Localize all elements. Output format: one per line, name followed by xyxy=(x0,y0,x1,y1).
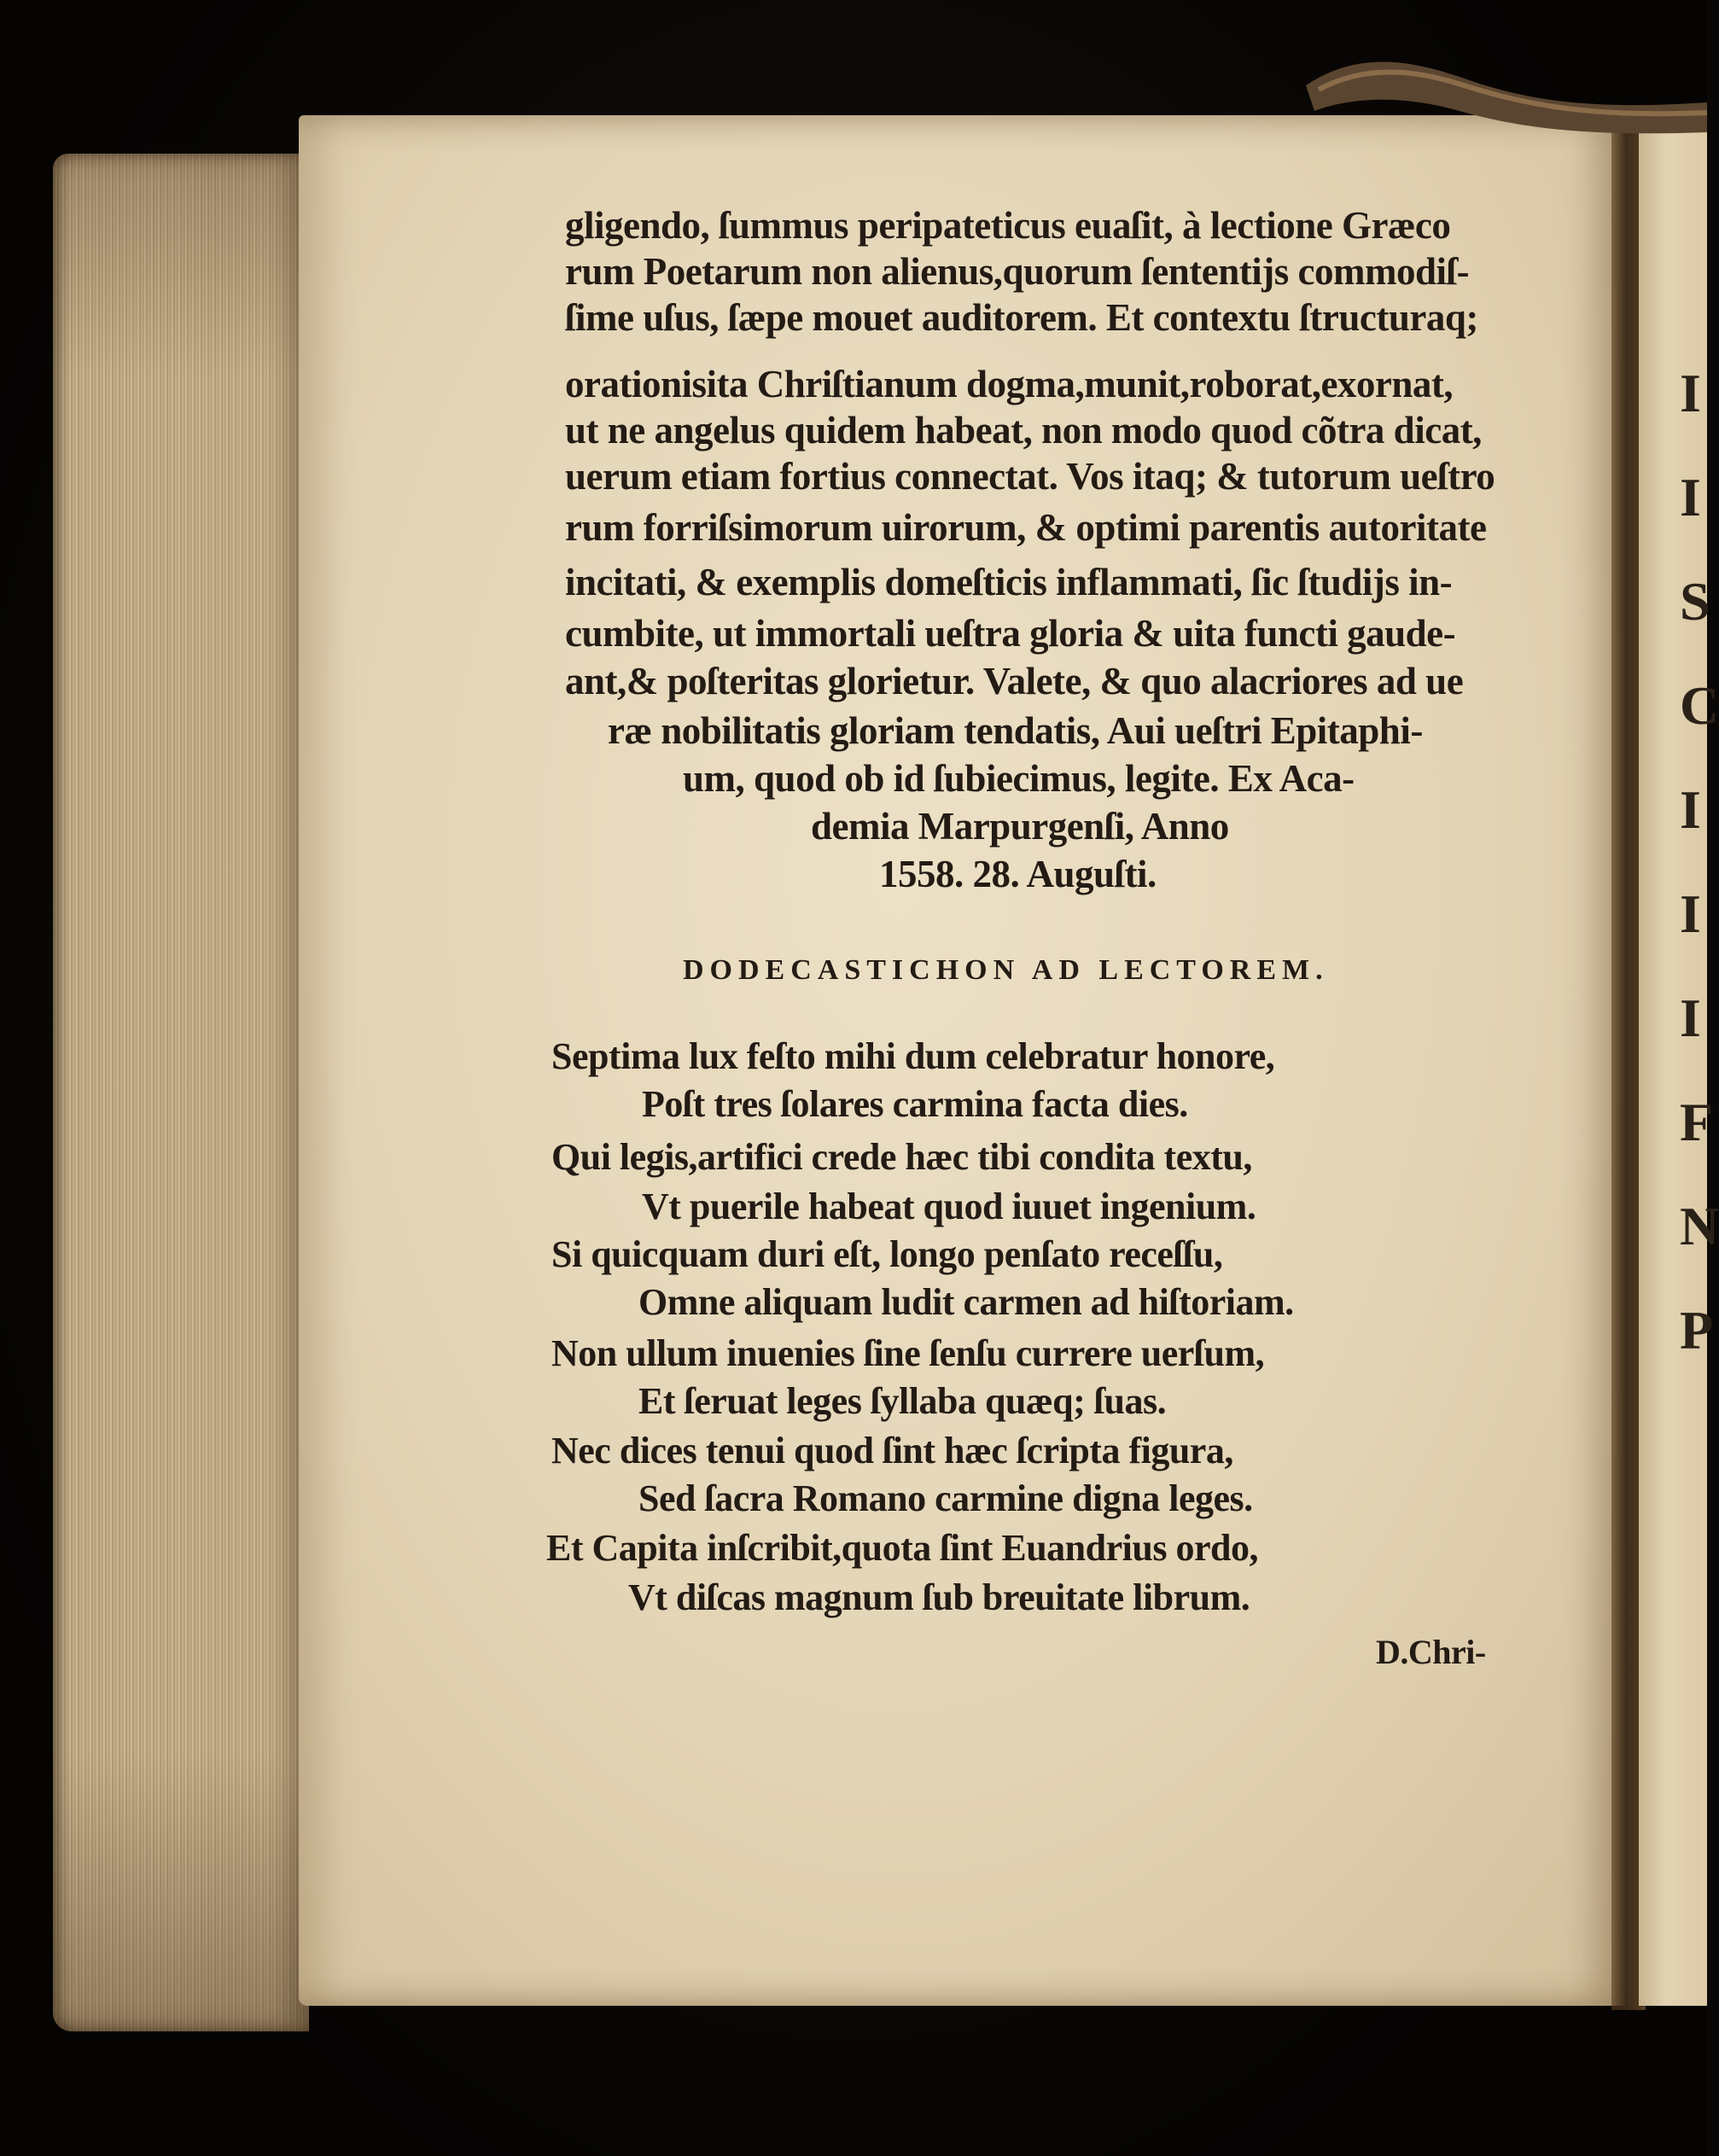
facing-letter: I xyxy=(1680,779,1701,840)
facing-letter: S xyxy=(1680,571,1710,632)
facing-letter: I xyxy=(1680,363,1701,423)
facing-letter: P xyxy=(1680,1300,1714,1361)
text-line: rum forriſsimorum uirorum, & optimi parentis autoritate xyxy=(565,506,1487,549)
text-line: demia Marpurgenſi, Anno xyxy=(811,805,1229,848)
text-line: cumbite, ut immortali ueſtra gloria & uita functi gaude- xyxy=(565,612,1456,655)
facing-letter: N xyxy=(1680,1196,1719,1256)
poem-line-hexameter: Et Capita inſcribit,quota ſint Euandrius ordo, xyxy=(546,1527,1258,1569)
text-line: orationisita Chriſtianum dogma,munit,roborat,exornat, xyxy=(565,363,1454,405)
text-line: ſime uſus, ſæpe mouet auditorem. Et contextu ſtructuraq; xyxy=(565,296,1478,339)
poem-line-hexameter: Si quicquam duri eſt, longo penſato receſſu, xyxy=(551,1233,1223,1275)
facing-letter: C xyxy=(1680,675,1719,736)
poem-line-pentameter: Omne aliquam ludit carmen ad hiſtoriam. xyxy=(638,1281,1294,1323)
poem-line-pentameter: Sed ſacra Romano carmine digna leges. xyxy=(638,1477,1253,1519)
fore-edge-shadow xyxy=(53,154,309,2031)
text-line: um, quod ob id ſubiecimus, legite. Ex Aca- xyxy=(683,757,1355,800)
facing-letter: I xyxy=(1680,467,1701,527)
date-line: 1558. 28. Auguſti. xyxy=(879,853,1157,895)
poem-line-hexameter: Septima lux feſto mihi dum celebratur honore, xyxy=(551,1035,1275,1077)
poem-line-pentameter: Et ſeruat leges ſyllaba quæq; ſuas. xyxy=(638,1380,1167,1422)
poem-line-pentameter: Poſt tres ſolares carmina facta dies. xyxy=(642,1083,1188,1125)
facing-letter: I xyxy=(1680,883,1701,944)
poem-title: DODECASTICHON AD LECTOREM. xyxy=(683,954,1329,986)
facing-letter: I xyxy=(1680,988,1701,1048)
poem-line-hexameter: Qui legis,artifici crede hæc tibi condita textu, xyxy=(551,1136,1252,1178)
facing-page-fragment xyxy=(1680,341,1719,1622)
catchword: D.Chri- xyxy=(1376,1633,1486,1671)
poem-line-pentameter: Vt diſcas magnum ſub breuitate librum. xyxy=(628,1576,1250,1618)
text-line: ræ nobilitatis gloriam tendatis, Aui ueſtri Epitaphi- xyxy=(608,709,1423,752)
text-line: incitati, & exemplis domeſticis inflammati, ſic ſtudijs in- xyxy=(565,561,1453,603)
text-line: gligendo, ſummus peripateticus euaſit, à lectione Græco xyxy=(565,204,1451,247)
text-line: uerum etiam fortius connectat. Vos itaq; & tutorum ueſtro xyxy=(565,455,1495,498)
poem-line-pentameter: Vt puerile habeat quod iuuet ingenium. xyxy=(642,1186,1256,1227)
text-line: ut ne angelus quidem habeat, non modo quod cõtra dicat, xyxy=(565,409,1482,452)
poem-line-hexameter: Non ullum inuenies ſine ſenſu currere uerſum, xyxy=(551,1332,1265,1374)
bookmark-ribbon xyxy=(1306,51,1707,145)
poem-line-hexameter: Nec dices tenui quod ſint hæc ſcripta figura, xyxy=(551,1430,1233,1471)
facing-letter: F xyxy=(1680,1092,1714,1152)
text-line: rum Poetarum non alienus,quorum ſententijs commodiſ- xyxy=(565,250,1469,293)
text-line: ant,& poſteritas glorietur. Valete, & quo alacriores ad ue xyxy=(565,660,1464,702)
